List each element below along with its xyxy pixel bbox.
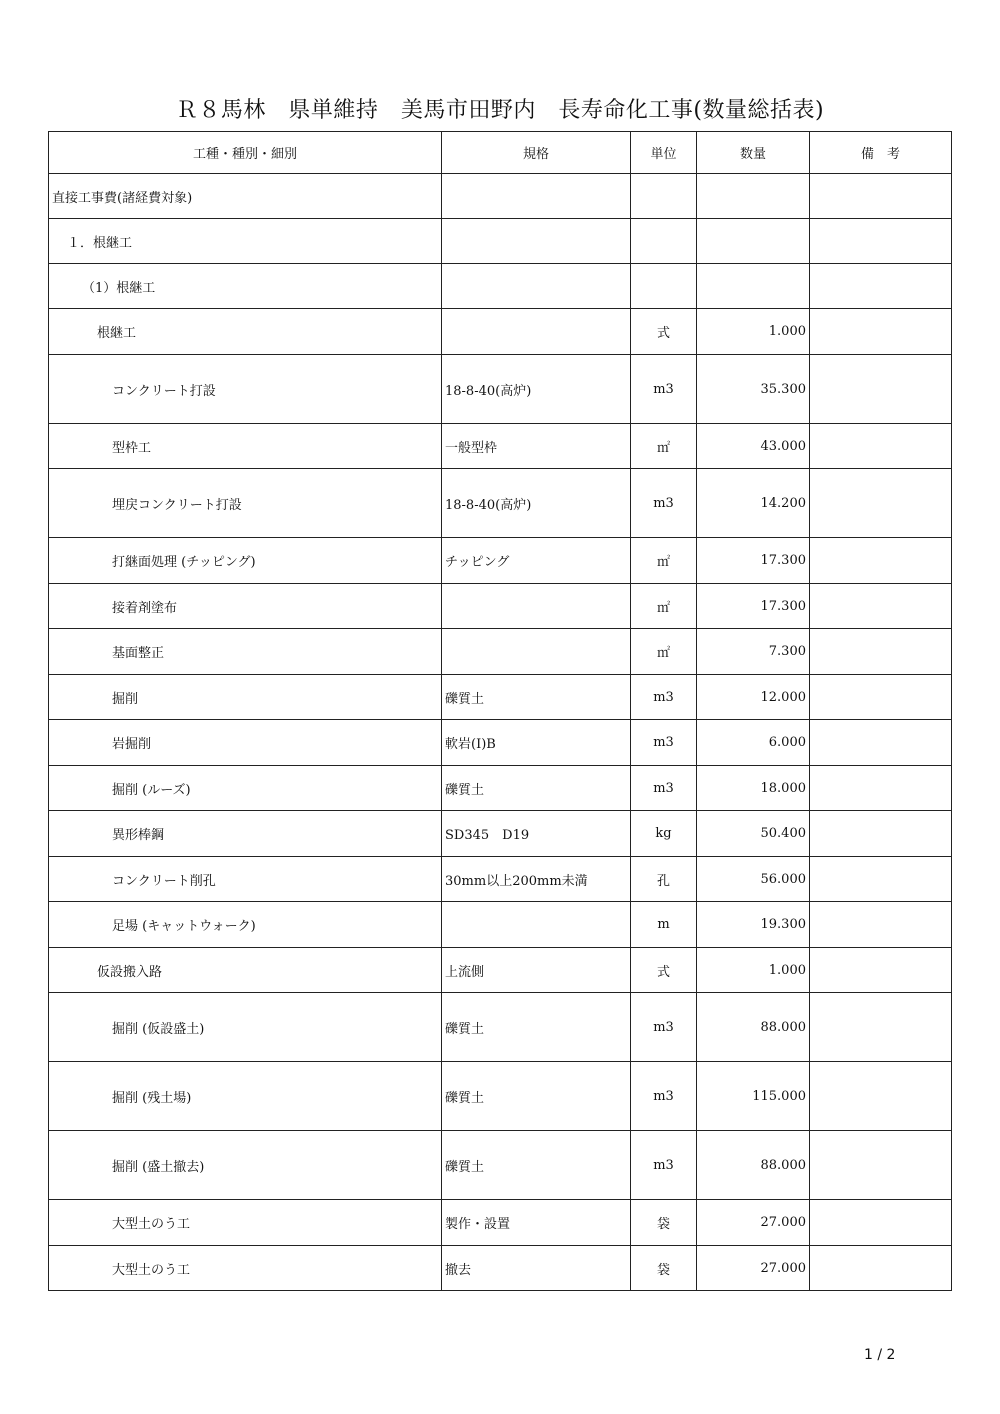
row-name-cell: 型枠工 xyxy=(49,424,442,469)
row-note-cell xyxy=(810,219,952,264)
row-unit-cell: m3 xyxy=(631,1131,697,1200)
row-note-cell xyxy=(810,811,952,857)
table-row xyxy=(49,219,952,264)
header-spec: 規格 xyxy=(442,132,631,174)
row-note-cell xyxy=(810,766,952,811)
row-qty-cell: 43.000 xyxy=(697,424,810,469)
row-note-cell xyxy=(810,309,952,355)
table-row xyxy=(49,355,952,424)
row-qty-cell: 50.400 xyxy=(697,811,810,857)
row-spec-cell: 礫質土 xyxy=(442,1062,631,1131)
row-note-cell xyxy=(810,993,952,1062)
row-unit-cell: ㎡ xyxy=(631,424,697,469)
row-spec-cell xyxy=(442,264,631,309)
row-unit-cell: 袋 xyxy=(631,1200,697,1246)
row-qty-cell: 1.000 xyxy=(697,948,810,993)
row-spec-cell: 上流側 xyxy=(442,948,631,993)
row-name-cell: 異形棒鋼 xyxy=(49,811,442,857)
row-note-cell xyxy=(810,857,952,902)
table-row xyxy=(49,538,952,584)
row-unit-cell: 式 xyxy=(631,948,697,993)
page-number: 1 / 2 xyxy=(864,1347,896,1363)
table-row xyxy=(49,424,952,469)
row-spec-cell: 礫質土 xyxy=(442,766,631,811)
row-spec-cell: 18-8-40(高炉) xyxy=(442,355,631,424)
row-unit-cell: ㎡ xyxy=(631,538,697,584)
quantity-summary-table xyxy=(48,131,952,1291)
row-name-cell: 仮設搬入路 xyxy=(49,948,442,993)
row-unit-cell: m3 xyxy=(631,355,697,424)
row-qty-cell: 14.200 xyxy=(697,469,810,538)
table-row xyxy=(49,993,952,1062)
table-row xyxy=(49,720,952,766)
row-name-cell: 大型土のう工 xyxy=(49,1246,442,1291)
row-name-cell: 直接工事費(諸経費対象) xyxy=(49,174,442,219)
row-name-cell: 掘削 (仮設盛土) xyxy=(49,993,442,1062)
row-spec-cell: 撤去 xyxy=(442,1246,631,1291)
row-qty-cell: 1.000 xyxy=(697,309,810,355)
table-row xyxy=(49,174,952,219)
row-note-cell xyxy=(810,584,952,629)
row-qty-cell: 115.000 xyxy=(697,1062,810,1131)
row-unit-cell: m3 xyxy=(631,469,697,538)
row-qty-cell: 18.000 xyxy=(697,766,810,811)
table-row xyxy=(49,811,952,857)
row-spec-cell: 礫質土 xyxy=(442,1131,631,1200)
row-name-cell: 掘削 (残土場) xyxy=(49,1062,442,1131)
row-name-cell: 接着剤塗布 xyxy=(49,584,442,629)
row-qty-cell: 19.300 xyxy=(697,902,810,948)
row-qty-cell xyxy=(697,219,810,264)
row-qty-cell xyxy=(697,264,810,309)
row-spec-cell: 18-8-40(高炉) xyxy=(442,469,631,538)
row-spec-cell xyxy=(442,629,631,675)
row-name-cell: コンクリート削孔 xyxy=(49,857,442,902)
row-name-cell: 打継面処理 (チッピング) xyxy=(49,538,442,584)
row-spec-cell xyxy=(442,902,631,948)
row-name-cell: １．根継工 xyxy=(49,219,442,264)
table-body xyxy=(49,174,952,1291)
row-qty-cell: 17.300 xyxy=(697,538,810,584)
table-header xyxy=(49,132,952,174)
row-qty-cell: 6.000 xyxy=(697,720,810,766)
table-row xyxy=(49,264,952,309)
row-unit-cell: 袋 xyxy=(631,1246,697,1291)
table-row xyxy=(49,1062,952,1131)
row-name-cell: 掘削 (盛土撤去) xyxy=(49,1131,442,1200)
row-note-cell xyxy=(810,1062,952,1131)
row-spec-cell: 軟岩(Ⅰ)B xyxy=(442,720,631,766)
row-spec-cell xyxy=(442,174,631,219)
row-qty-cell xyxy=(697,174,810,219)
row-spec-cell xyxy=(442,309,631,355)
row-spec-cell xyxy=(442,584,631,629)
row-qty-cell: 7.300 xyxy=(697,629,810,675)
row-name-cell: 掘削 (ルーズ) xyxy=(49,766,442,811)
row-spec-cell: 礫質土 xyxy=(442,993,631,1062)
header-qty: 数量 xyxy=(697,132,810,174)
row-note-cell xyxy=(810,675,952,720)
table-row xyxy=(49,309,952,355)
row-unit-cell: ㎡ xyxy=(631,584,697,629)
row-spec-cell: 製作・設置 xyxy=(442,1200,631,1246)
row-note-cell xyxy=(810,174,952,219)
row-unit-cell: m3 xyxy=(631,720,697,766)
row-note-cell xyxy=(810,355,952,424)
row-name-cell: 足場 (キャットウォーク) xyxy=(49,902,442,948)
table-row xyxy=(49,469,952,538)
table-row xyxy=(49,1246,952,1291)
header-note: 備 考 xyxy=(810,132,952,174)
row-name-cell: 岩掘削 xyxy=(49,720,442,766)
row-spec-cell: 30mm以上200mm未満 xyxy=(442,857,631,902)
row-qty-cell: 17.300 xyxy=(697,584,810,629)
row-name-cell: 掘削 xyxy=(49,675,442,720)
table-row xyxy=(49,629,952,675)
row-unit-cell: m xyxy=(631,902,697,948)
row-note-cell xyxy=(810,902,952,948)
row-note-cell xyxy=(810,1200,952,1246)
table-row xyxy=(49,1131,952,1200)
row-unit-cell: 式 xyxy=(631,309,697,355)
row-name-cell: 根継工 xyxy=(49,309,442,355)
row-name-cell: 大型土のう工 xyxy=(49,1200,442,1246)
row-note-cell xyxy=(810,948,952,993)
header-unit: 単位 xyxy=(631,132,697,174)
row-spec-cell: チッピング xyxy=(442,538,631,584)
row-spec-cell: 一般型枠 xyxy=(442,424,631,469)
row-unit-cell xyxy=(631,264,697,309)
row-note-cell xyxy=(810,264,952,309)
row-note-cell xyxy=(810,538,952,584)
row-qty-cell: 88.000 xyxy=(697,993,810,1062)
row-unit-cell: kg xyxy=(631,811,697,857)
header-row xyxy=(49,132,952,174)
table-row xyxy=(49,902,952,948)
row-unit-cell: m3 xyxy=(631,766,697,811)
table-row xyxy=(49,675,952,720)
row-note-cell xyxy=(810,469,952,538)
row-unit-cell xyxy=(631,219,697,264)
row-note-cell xyxy=(810,424,952,469)
row-spec-cell: 礫質土 xyxy=(442,675,631,720)
row-qty-cell: 27.000 xyxy=(697,1246,810,1291)
row-unit-cell: ㎡ xyxy=(631,629,697,675)
table-row xyxy=(49,857,952,902)
row-name-cell: コンクリート打設 xyxy=(49,355,442,424)
row-qty-cell: 27.000 xyxy=(697,1200,810,1246)
row-qty-cell: 12.000 xyxy=(697,675,810,720)
row-name-cell: 基面整正 xyxy=(49,629,442,675)
table-row xyxy=(49,1200,952,1246)
row-qty-cell: 56.000 xyxy=(697,857,810,902)
row-spec-cell xyxy=(442,219,631,264)
header-name: 工種・種別・細別 xyxy=(49,132,442,174)
row-unit-cell: m3 xyxy=(631,675,697,720)
row-spec-cell: SD345 D19 xyxy=(442,811,631,857)
table-row xyxy=(49,766,952,811)
row-note-cell xyxy=(810,1246,952,1291)
row-name-cell: （1）根継工 xyxy=(49,264,442,309)
row-qty-cell: 35.300 xyxy=(697,355,810,424)
row-unit-cell: m3 xyxy=(631,993,697,1062)
row-unit-cell: 孔 xyxy=(631,857,697,902)
row-qty-cell: 88.000 xyxy=(697,1131,810,1200)
table-row xyxy=(49,584,952,629)
row-note-cell xyxy=(810,720,952,766)
row-note-cell xyxy=(810,629,952,675)
row-note-cell xyxy=(810,1131,952,1200)
row-name-cell: 埋戻コンクリート打設 xyxy=(49,469,442,538)
row-unit-cell: m3 xyxy=(631,1062,697,1131)
row-unit-cell xyxy=(631,174,697,219)
table-row xyxy=(49,948,952,993)
page-title: Ｒ８馬林 県単維持 美馬市田野内 長寿命化工事(数量総括表) xyxy=(175,98,825,123)
